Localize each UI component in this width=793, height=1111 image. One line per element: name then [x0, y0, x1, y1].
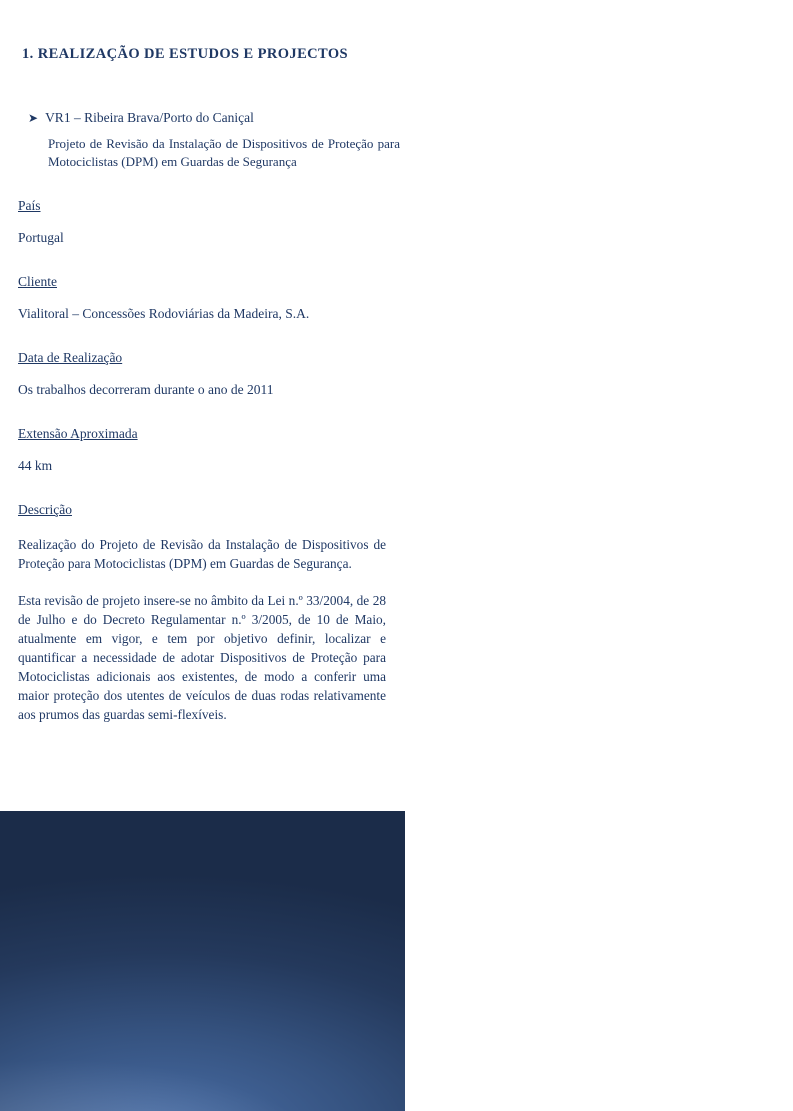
field-value-data: Os trabalhos decorreram durante o ano de 2011 — [18, 382, 274, 397]
field-data-realizacao — [18, 349, 387, 399]
arrow-bullet-icon: ➤ — [28, 111, 39, 125]
description-paragraph-2: Esta revisão de projeto insere-se no âmbito da Lei n.º 33/2004, de 28 de Julho e do Decreto Regulamentar n.º 3/2005, de 10 de Maio, atualmente em vigor, e tem por objetivo definir, localizar e quantificar a necessidade de adotar Dispositivos de Proteção para Motociclistas adicionais aos existentes, de modo a conferir uma maior proteção dos utentes de veículos de duas rodas relativamente aos prumos das guardas semi-flexíveis. — [18, 593, 386, 722]
page-title — [18, 0, 387, 63]
project-subtitle: Projeto de Revisão da Instalação de Dispositivos de Proteção para Motociclistas (DPM) em Guardas de Segurança — [48, 136, 400, 169]
field-label-data: Data de Realização — [18, 350, 123, 365]
description-paragraph-1: Realização do Projeto de Revisão da Instalação de Dispositivos de Proteção para Motociclistas (DPM) em Guardas de Segurança. — [18, 537, 386, 571]
section-number: 1. — [22, 46, 34, 62]
field-cliente — [18, 273, 387, 323]
field-label-cliente: Cliente — [18, 274, 57, 289]
field-label-descricao: Descrição — [18, 502, 72, 517]
decorative-blue-band — [0, 811, 405, 1111]
field-label-extensao: Extensão Aproximada — [18, 426, 138, 441]
field-value-extensao: 44 km — [18, 458, 53, 473]
right-column — [405, 0, 793, 1111]
bullet-heading-label: VR1 – Ribeira Brava/Porto do Caniçal — [45, 110, 254, 125]
section-title-text: REALIZAÇÃO DE ESTUDOS E PROJECTOS — [37, 46, 348, 62]
field-descricao — [18, 501, 387, 519]
field-label-pais: País — [18, 198, 41, 213]
field-extensao — [18, 425, 387, 475]
field-pais — [18, 197, 387, 247]
field-value-pais: Portugal — [18, 230, 64, 245]
bullet-heading — [28, 109, 387, 127]
field-value-cliente: Vialitoral – Concessões Rodoviárias da Madeira, S.A. — [18, 306, 310, 321]
